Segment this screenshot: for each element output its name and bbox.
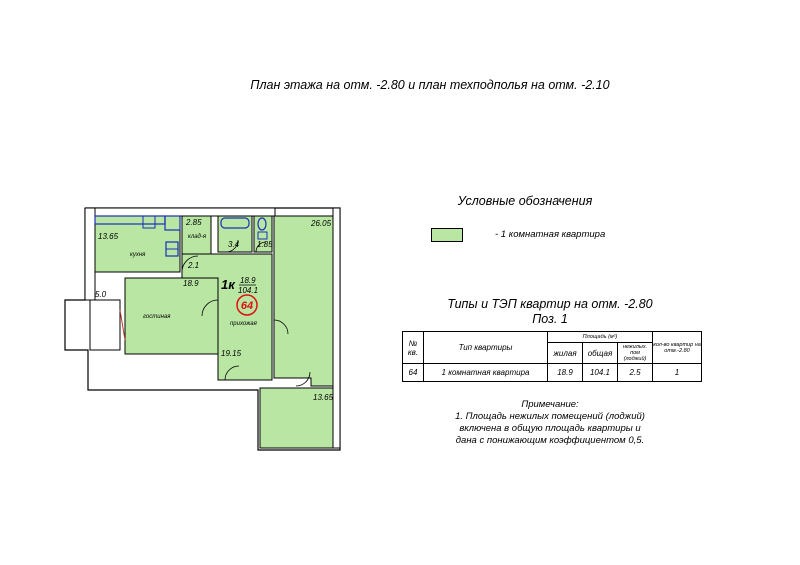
cell-type: 1 комнатная квартира xyxy=(424,364,548,382)
room-area-pantry: 2.85 xyxy=(186,218,202,227)
room-area-wc: 1.85 xyxy=(257,240,273,249)
header-area-group: Площадь (м²) xyxy=(548,332,653,343)
living-room xyxy=(125,278,218,354)
legend-label: - 1 комнатная квартира xyxy=(495,229,606,240)
apartment-living-area: 18.9 xyxy=(240,276,256,285)
room-name-living: гостиная xyxy=(143,314,171,320)
room-area-corridor: 2.1 xyxy=(188,261,200,270)
cell-living: 18.9 xyxy=(548,364,583,382)
page-title: План этажа на отм. -2.80 и план техподполья на отм. -2.10 xyxy=(250,78,610,92)
west-wall xyxy=(85,208,95,300)
table-title xyxy=(410,297,690,327)
header-number: № кв. xyxy=(403,332,424,364)
table-row xyxy=(403,364,702,382)
room-name-kitchen: кухня xyxy=(130,252,146,258)
header-nonliving: нежилых. пом (лоджий) xyxy=(618,343,653,364)
big-room xyxy=(274,216,333,386)
room-name-pantry: клад-я xyxy=(188,234,207,240)
apartment-total-area: 104.1 xyxy=(238,286,259,295)
room-area-loggia: 13.65 xyxy=(313,393,334,402)
cell-total: 104.1 xyxy=(583,364,618,382)
table-title-line1: Типы и ТЭП квартир на отм. -2.80 xyxy=(447,297,653,311)
room-area-bath: 3.4 xyxy=(228,240,240,249)
room-area-living: 18.9 xyxy=(183,279,199,288)
cell-count: 1 xyxy=(653,364,702,382)
apartment-type: 1к xyxy=(221,277,235,292)
notes-heading: Примечание: xyxy=(521,399,579,410)
cell-nonliving: 2.5 xyxy=(618,364,653,382)
notes-line3: дана с понижающим коэффициентом 0,5. xyxy=(455,435,645,446)
legend-title: Условные обозначения xyxy=(457,194,593,208)
notes xyxy=(420,399,680,447)
cell-number: 64 xyxy=(403,364,424,382)
header-total: общая xyxy=(583,343,618,364)
tep-table xyxy=(402,331,702,382)
room-name-hall: прихожая xyxy=(230,321,257,327)
room-area-neighbor: 5.0 xyxy=(95,290,107,299)
legend-swatch xyxy=(431,228,463,242)
east-wall xyxy=(333,208,340,448)
notes-line1: 1. Площадь нежилых помещений (лоджий) xyxy=(455,411,645,422)
apartment-number: 64 xyxy=(240,300,254,312)
room-area-kitchen: 13.65 xyxy=(98,232,119,241)
header-count: кол-во квартир на отм.-2.80 xyxy=(653,332,702,364)
table-title-line2: Поз. 1 xyxy=(532,312,568,326)
header-living: жилая xyxy=(548,343,583,364)
neighbor-room xyxy=(90,300,120,350)
room-area-big: 26.05 xyxy=(311,219,332,228)
room-area-hall: 19.15 xyxy=(221,349,242,358)
north-wall xyxy=(85,208,275,216)
notes-line2: включена в общую площадь квартиры и xyxy=(459,423,641,434)
header-type: Тип квартиры xyxy=(424,332,548,364)
